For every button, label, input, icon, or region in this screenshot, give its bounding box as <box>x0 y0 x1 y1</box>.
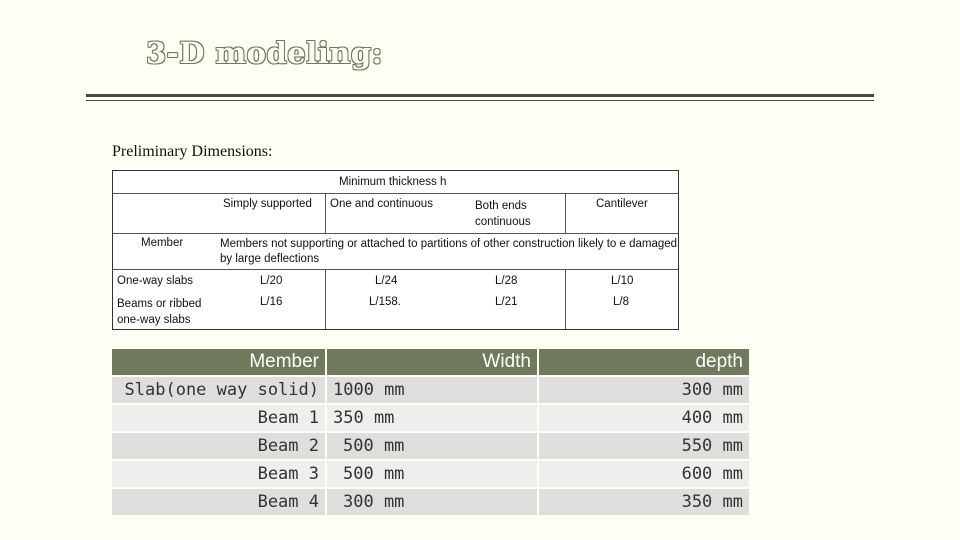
table-row <box>112 377 749 403</box>
aci-cell: L/158. <box>369 296 401 308</box>
member-cell: Beam 2 <box>112 433 325 459</box>
width-cell: 500 mm <box>327 461 537 487</box>
depth-cell: 550 mm <box>539 433 749 459</box>
title-divider <box>86 94 874 97</box>
aci-member-label: Member <box>141 237 184 249</box>
minimum-thickness-table <box>112 170 679 330</box>
aci-cell: L/21 <box>495 296 518 308</box>
width-cell: 350 mm <box>327 405 537 431</box>
aci-cell: L/10 <box>611 275 634 287</box>
aci-note: Members not supporting or attached to partitions of other construction likely to e damaged by large deflections <box>220 238 678 265</box>
depth-cell: 300 mm <box>539 377 749 403</box>
aci-cond-simply: Simply supported <box>223 198 312 210</box>
width-cell: 1000 mm <box>327 377 537 403</box>
title-divider-thin <box>86 100 874 101</box>
column-header-width: Width <box>327 349 537 375</box>
column-header-depth: depth <box>539 349 749 375</box>
aci-row-member: One-way slabs <box>117 275 194 287</box>
aci-cell: L/20 <box>260 275 283 287</box>
slide-title: 3-D modeling: <box>146 36 383 70</box>
table-row <box>112 461 749 487</box>
width-cell: 500 mm <box>327 433 537 459</box>
aci-cell: L/8 <box>613 296 629 308</box>
member-cell: Beam 3 <box>112 461 325 487</box>
aci-cell: L/24 <box>375 275 398 287</box>
column-header-member: Member <box>112 349 325 375</box>
aci-cell: L/16 <box>260 296 283 308</box>
preliminary-dimensions-table <box>110 347 751 517</box>
member-cell: Slab(one way solid) <box>112 377 325 403</box>
member-cell: Beam 4 <box>112 489 325 515</box>
aci-cond-one-end: One and continuous <box>330 198 433 210</box>
width-cell: 300 mm <box>327 489 537 515</box>
depth-cell: 350 mm <box>539 489 749 515</box>
table-row <box>112 489 749 515</box>
aci-cond-both-ends: Both ends continuous <box>475 200 531 228</box>
table-row <box>112 405 749 431</box>
aci-cell: L/28 <box>495 275 518 287</box>
depth-cell: 400 mm <box>539 405 749 431</box>
aci-header: Minimum thickness h <box>339 176 447 188</box>
section-heading: Preliminary Dimensions: <box>112 143 273 160</box>
aci-cond-cantilever: Cantilever <box>596 198 648 210</box>
table-row <box>112 433 749 459</box>
member-cell: Beam 1 <box>112 405 325 431</box>
table-header-row <box>112 349 749 375</box>
depth-cell: 600 mm <box>539 461 749 487</box>
aci-row-member: Beams or ribbed one-way slabs <box>117 298 202 326</box>
